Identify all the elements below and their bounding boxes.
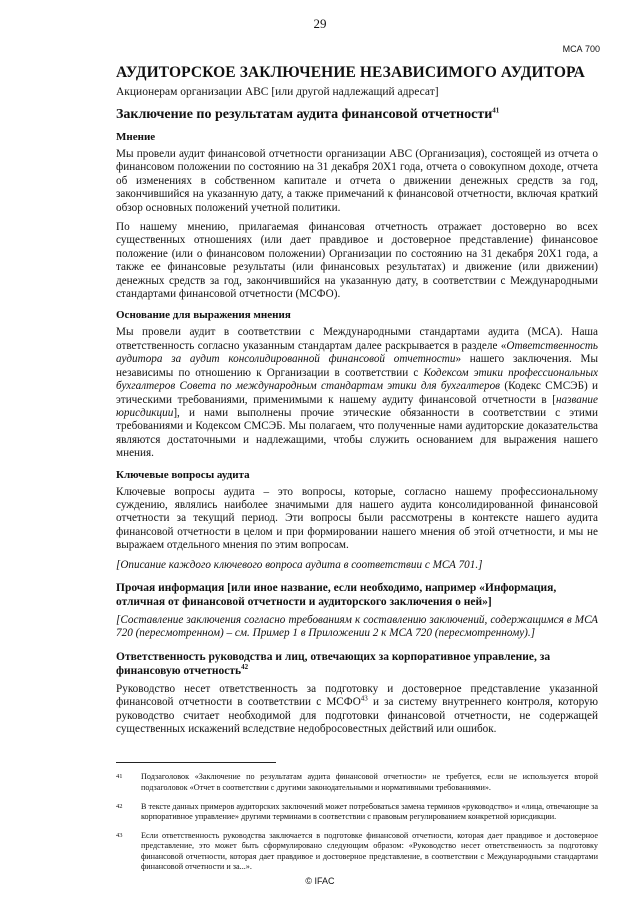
responsibility-paragraph <box>116 683 598 737</box>
opinion-paragraph-2: По нашему мнению, прилагаемая финансовая отчетность отражает достоверно во всех существенных отношениях (или дает правдивое и достоверное представление) финансовое положение (или о финансовом положении) Организации по состоянию на 31 декабря 20Х1 года, а также ее финансовые результаты (или финансовых результатах) и движение (или движении) денежных средств за год, закончившийся на указанную дату, в соответствии с Международными стандартами финансовой отчетности (МСФО). <box>116 221 598 301</box>
opinion-heading: Мнение <box>116 131 156 143</box>
footnote-text: В тексте данных примеров аудиторских заключений может потребоваться замена терминов «руководство» и «лица, отвечающие за корпоративное управление» другими терминами в соответствии с правовым регулированием конкретной юрисдикции. <box>141 801 598 822</box>
report-heading <box>116 107 598 123</box>
page-number: 29 <box>313 16 327 31</box>
responsibility-heading <box>116 650 598 678</box>
basis-paragraph <box>116 326 598 460</box>
footnote-number: 43 <box>116 832 123 840</box>
report-heading-text: Заключение по результатам аудита финансовой отчетности <box>116 107 493 122</box>
standard-tag: МСА 700 <box>562 44 600 54</box>
footnote-ref-41[interactable]: 41 <box>492 106 500 115</box>
basis-heading: Основание для выражения мнения <box>116 309 291 322</box>
kam-note: [Описание каждого ключевого вопроса аудита в соответствии с МСА 701.] <box>116 558 483 571</box>
document-body <box>116 64 598 872</box>
basis-text-1: Мы провели аудит в соответствии с Международными стандартами аудита (МСА). Наша ответственность согласно указанным стандартам далее раскрывается в разделе « <box>116 326 598 352</box>
kam-paragraph: Ключевые вопросы аудита – это вопросы, которые, согласно нашему профессиональному суждению, являлись наиболее значимыми для нашего аудита консолидированной финансовой отчетности за текущий период. Эти вопросы были рассмотрены в контексте нашего аудита финансовой отчетности в целом и при формировании нашего мнения об этой отчетности, и мы не выражаем отдельного мнения по этим вопросам. <box>116 485 598 552</box>
responsibility-heading-text: Ответственность руководства и лиц, отвечающих за корпоративное управление, за финансовую отчетность <box>116 650 551 677</box>
footnote-number: 42 <box>116 802 123 810</box>
responsibility-text-1: Руководство несет ответственность за подготовку и достоверное представление указанной финансовой отчетности в соответствии с МСФО <box>116 682 598 709</box>
footnote-text: Подзаголовок «Заключение по результатам аудита финансовой отчетности» не требуется, если не используется второй подзаголовок «Отчет в соответствии с другими законодательными и нормативными требованиями». <box>141 772 598 792</box>
basis-italic-2: Кодексом этики профессиональных бухгалтеров Совета по международным стандартам этики для бухгалтеров <box>116 366 598 393</box>
footnote-number: 41 <box>116 773 123 781</box>
basis-italic-1: Ответственность аудитора за аудит консолидированной финансовой отчетности <box>116 339 598 366</box>
footnote-43 <box>116 831 598 872</box>
kam-heading: Ключевые вопросы аудита <box>116 468 250 481</box>
footnote-divider <box>116 762 276 763</box>
addressee: Акционерам организации АВС [или другой надлежащий адресат] <box>116 86 439 98</box>
other-info-heading: Прочая информация [или иное название, если необходимо, например «Информация, отличная от финансовой отчетности и аудиторского заключения о ней»] <box>116 581 557 608</box>
opinion-paragraph-1: Мы провели аудит финансовой отчетности организации АВС (Организация), состоящей из отчета о финансовом положении по состоянию на 31 декабря 20Х1 года, отчета о совокупном доходе, отчета об изменениях в собственном капитале и отчета о движении денежных средств за год, закончившийся на указанную дату, а также примечаний к финансовой отчетности, включая краткий обзор основных положений учетной политики. <box>116 148 598 214</box>
footnote-text: Если ответственность руководства заключается в подготовке финансовой отчетности, которая дает правдивое и достоверное представление, это может быть сформулировано следующим образом: «Руководство несет ответственность за подготовку финансовой отчетности, которая дает правдивое и достоверное представление, в соответствии с Международными стандартами финансовой отчетности и за...». <box>141 831 598 871</box>
other-info-note: [Составление заключения согласно требованиям к составлению заключений, содержащимся в МСА 720 (пересмотренном) – см. Пример 1 в Приложении 2 к МСА 720 (пересмотренному).] <box>116 613 598 640</box>
footnote-41 <box>116 772 598 792</box>
basis-text-3: (Кодекс СМСЭБ) и этическими требованиями, применимыми к нашему аудиту финансовой отчетности в [ <box>116 380 598 406</box>
basis-text-4: ], и нами выполнены прочие этические обязанности в соответствии с этими требованиями и Кодексом СМСЭБ. Мы полагаем, что полученные нами аудиторские доказательства являются достаточными и надлежащими, чтобы служить основанием для выражения нашего мнения. <box>116 406 598 460</box>
footnote-ref-42[interactable]: 42 <box>241 662 249 671</box>
copyright-footer: © IFAC <box>305 876 335 886</box>
basis-text-2: » нашего заключения. Мы независимы по отношению к Организации в соответствии с <box>116 353 598 379</box>
responsibility-text-2: и за систему внутреннего контроля, которую руководство считает необходимой для подготовки финансовой отчетности, не содержащей существенных искажений вследствие недобросовестных действий или ошибок. <box>116 696 598 735</box>
basis-italic-3: название юрисдикции <box>116 393 598 419</box>
footnote-42 <box>116 802 598 822</box>
document-title: АУДИТОРСКОЕ ЗАКЛЮЧЕНИЕ НЕЗАВИСИМОГО АУДИТОРА <box>116 64 585 81</box>
footnote-ref-43[interactable]: 43 <box>360 694 368 703</box>
